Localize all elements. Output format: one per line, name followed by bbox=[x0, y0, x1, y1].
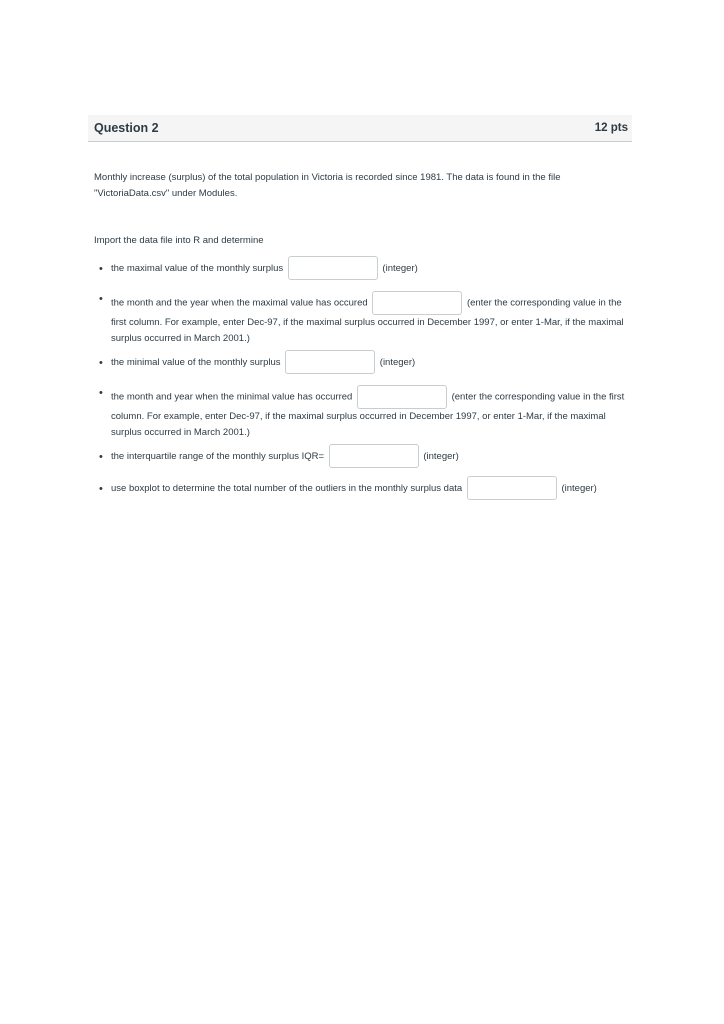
sub-question-list bbox=[94, 253, 626, 505]
sub-question-hint: (integer) bbox=[382, 263, 418, 274]
import-instruction: Import the data file into R and determine bbox=[94, 235, 264, 246]
question-title: Question 2 bbox=[94, 121, 159, 135]
sub-question-iqr bbox=[94, 441, 626, 473]
bullet: • bbox=[99, 263, 103, 275]
question-body bbox=[88, 170, 632, 505]
question-intro: Monthly increase (surplus) of the total population in Victoria is recorded since 1981. The data is found in the file "VictoriaData.csv" under Modules. bbox=[94, 172, 561, 199]
sub-question-text: the month and year when the minimal value has occurred bbox=[111, 391, 353, 403]
answer-input-outliers[interactable] bbox=[467, 476, 557, 500]
sub-question-text: the month and the year when the maximal value has occured bbox=[111, 297, 368, 309]
bullet: • bbox=[99, 357, 103, 369]
sub-question-text: the maximal value of the monthly surplus bbox=[111, 263, 284, 274]
sub-question-min-month bbox=[94, 379, 626, 441]
sub-question-hint: (integer) bbox=[423, 451, 459, 462]
sub-question-text: the minimal value of the monthly surplus bbox=[111, 357, 281, 368]
sub-question-hint: (integer) bbox=[561, 483, 597, 494]
answer-input-min-value[interactable] bbox=[285, 350, 375, 374]
answer-input-max-month[interactable] bbox=[372, 291, 462, 315]
sub-question-max-value bbox=[94, 253, 626, 285]
sub-question-outliers bbox=[94, 473, 626, 505]
sub-question-text: use boxplot to determine the total number of the outliers in the monthly surplus data bbox=[111, 483, 463, 494]
bullet: • bbox=[99, 387, 103, 399]
sub-question-text: the interquartile range of the monthly surplus IQR= bbox=[111, 451, 325, 462]
answer-input-iqr[interactable] bbox=[329, 444, 419, 468]
question-card bbox=[88, 115, 632, 505]
sub-question-hint: (enter the corresponding value in the first column. For example, enter Dec-97, if the maximal surplus occurred in December 1997, or enter 1-Mar, if the maximal surplus occurred in March 2001.) bbox=[111, 391, 625, 438]
bullet: • bbox=[99, 451, 103, 463]
sub-question-hint: (enter the corresponding value in the first column. For example, enter Dec-97, if the maximal surplus occurred in December 1997, or enter 1-Mar, if the maximal surplus occurred in March 2001.) bbox=[111, 297, 624, 344]
sub-question-max-month bbox=[94, 285, 626, 347]
answer-input-min-month[interactable] bbox=[357, 385, 447, 409]
question-header bbox=[88, 115, 632, 142]
bullet: • bbox=[99, 293, 103, 305]
sub-question-min-value bbox=[94, 347, 626, 379]
bullet: • bbox=[99, 483, 103, 495]
answer-input-max-value[interactable] bbox=[288, 256, 378, 280]
sub-question-hint: (integer) bbox=[379, 357, 416, 368]
question-points: 12 pts bbox=[594, 122, 628, 134]
